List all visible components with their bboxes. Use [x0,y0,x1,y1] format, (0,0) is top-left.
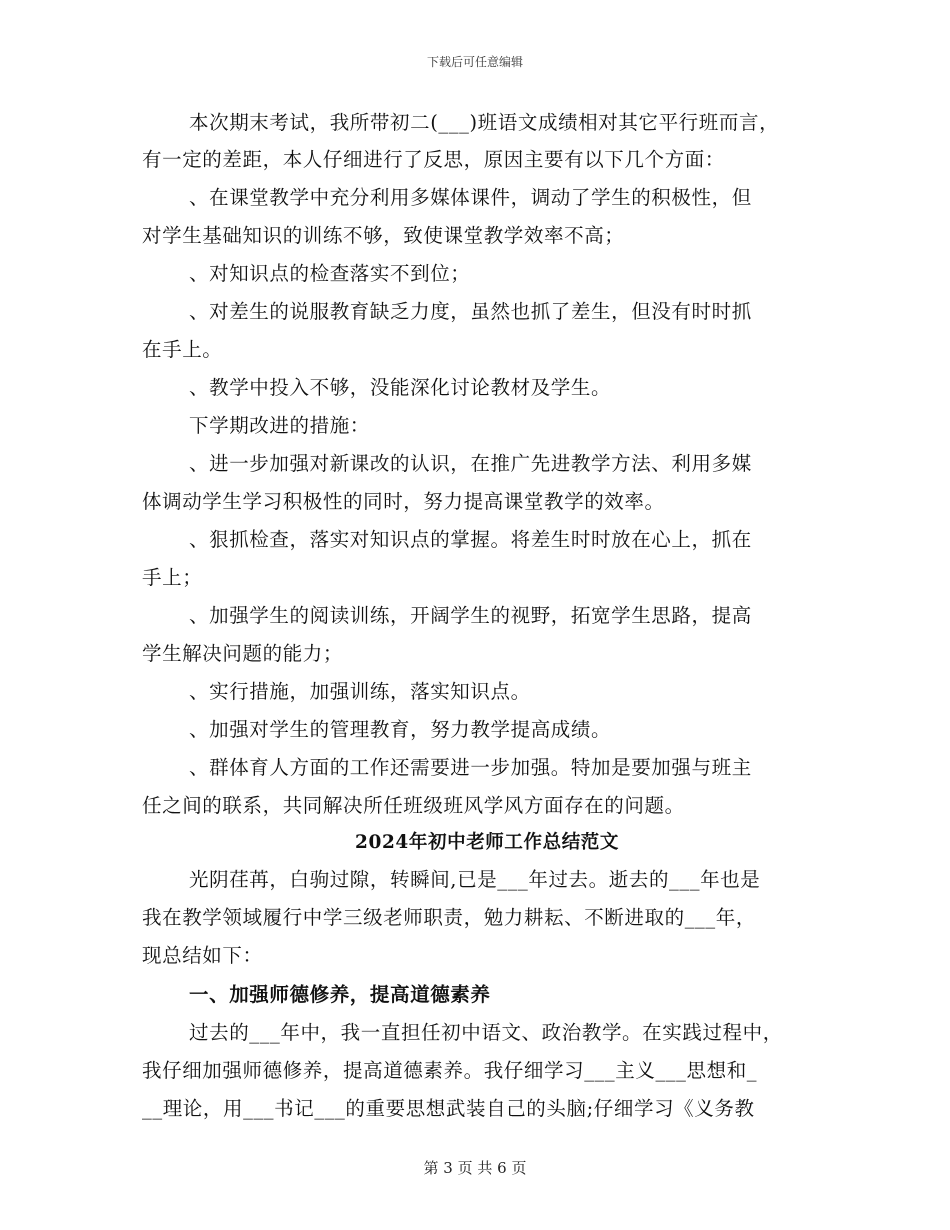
text-line: 、加强对学生的管理教育，努力教学提高成绩。 [189,718,612,741]
text-line: 现总结如下： [142,944,263,967]
section-heading: 一、加强师德修养，提高道德素养 [189,983,491,1006]
text-line: 光阴荏苒，白驹过隙，转瞬间,已是___年过去。逝去的___年也是 [189,868,761,891]
text-line: 我仔细加强师德修养，提高道德素养。我仔细学习___主义___思想和_ [142,1059,758,1082]
text-line: 、教学中投入不够，没能深化讨论教材及学生。 [189,376,612,399]
text-line: 过去的___年中，我一直担任初中语文、政治教学。在实践过程中， [189,1021,783,1044]
text-line: 本次期末考试，我所带初二(___)班语文成绩相对其它平行班而言， [189,111,780,134]
text-line: 任之间的联系，共同解决所任班级班风学风方面存在的问题。 [142,794,685,817]
page-header: 下载后可任意编辑 [426,55,523,69]
text-line: 学生解决问题的能力； [142,642,344,665]
text-line: 对学生基础知识的训练不够，致使课堂教学效率不高； [142,224,625,247]
text-line: 、群体育人方面的工作还需要进一步加强。特加是要加强与班主 [189,756,752,779]
page-number: 第 3 页 共 6 页 [423,1159,527,1177]
text-line: 、狠抓检查，落实对知识点的掌握。将差生时时放在心上，抓在 [189,528,752,551]
text-line: 下学期改进的措施： [189,414,370,437]
text-line: 手上； [142,566,203,589]
text-line: 、在课堂教学中充分利用多媒体课件，调动了学生的积极性，但 [189,186,752,209]
text-line: 在手上。 [142,338,223,361]
text-line: 、加强学生的阅读训练，开阔学生的视野，拓宽学生思路，提高 [189,604,752,627]
text-line: 、实行措施，加强训练，落实知识点。 [189,680,531,703]
text-line: 我在教学领域履行中学三级老师职责，勉力耕耘、不断进取的___年， [142,906,756,929]
text-line: 体调动学生学习积极性的同时，努力提高课堂教学的效率。 [142,490,665,513]
text-line: 有一定的差距，本人仔细进行了反思，原因主要有以下几个方面： [142,148,725,171]
text-line: 、进一步加强对新课改的认识，在推广先进教学方法、利用多媒 [189,452,752,475]
text-line: 、对知识点的检查落实不到位； [189,262,471,285]
section-title: 2024年初中老师工作总结范文 [355,832,619,853]
text-line: __理论，用___书记___的重要思想武装自己的头脑;仔细学习《义务教 [142,1097,755,1120]
text-line: 、对差生的说服教育缺乏力度，虽然也抓了差生，但没有时时抓 [189,300,752,323]
